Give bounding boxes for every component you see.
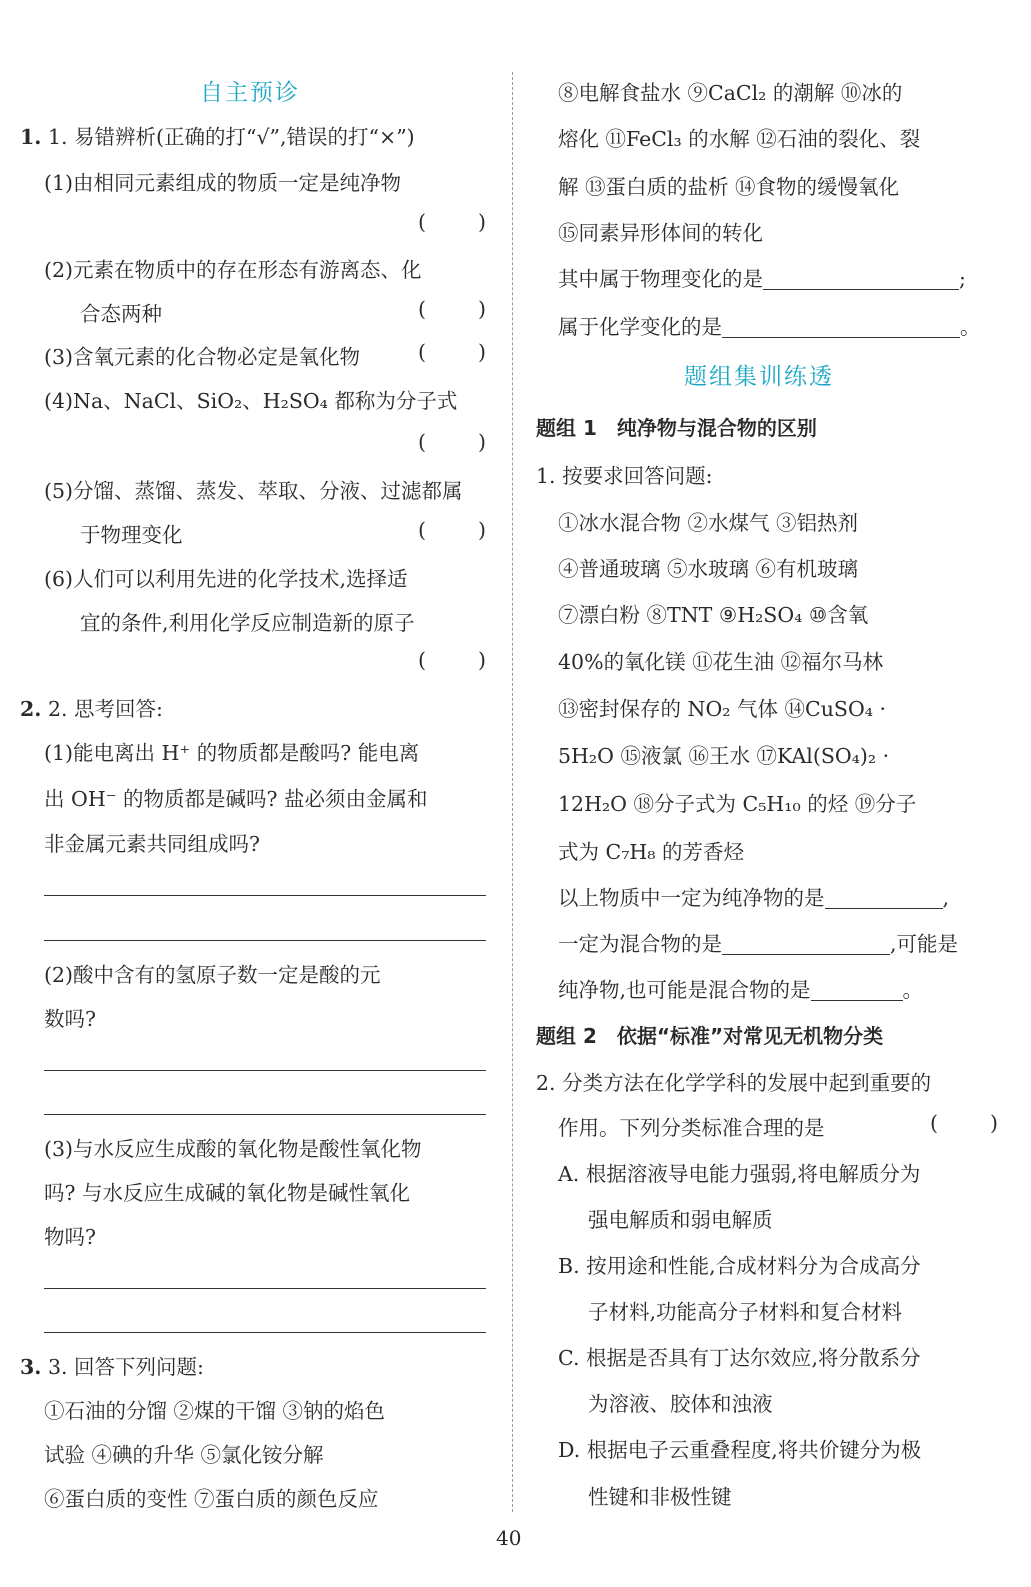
answer-paren[interactable] [418,648,486,672]
option-a: A. 根据溶液导电能力强弱,将电解质分为 [558,1162,921,1186]
q3-line2: 试验 ④碘的升华 ⑤氯化铵分解 [44,1443,324,1467]
answer-blank[interactable] [722,934,890,955]
answer-blank[interactable] [722,317,960,338]
option-c: C. 根据是否具有丁达尔效应,将分散系分 [558,1346,921,1370]
q2-p3-line1: (3)与水反应生成酸的氧化物是酸性氧化物 [44,1137,422,1161]
group1-title: 题组 1 纯净物与混合物的区别 [536,416,817,440]
g1q1-line8: 式为 C₇H₈ 的芳香烃 [558,840,745,864]
g1q1-mixture-prompt: 一定为混合物的是 ,可能是 [558,932,959,956]
q2-p3-line3: 物吗? [44,1225,96,1249]
answer-line[interactable] [44,940,486,941]
g1q1-line4: 40%的氧化镁 ⑪花生油 ⑫福尔马林 [558,650,884,674]
group2-title: 题组 2 依据“标准”对常见无机物分类 [536,1024,884,1048]
g1q1-either-prompt: 纯净物,也可能是混合物的是 。 [558,978,924,1002]
g1q1-line2: ④普通玻璃 ⑤水玻璃 ⑥有机玻璃 [558,557,859,581]
q3-cont-line3: 解 ⑬蛋白质的盐析 ⑭食物的缓慢氧化 [558,175,900,199]
q3-chemical-change-prompt: 属于化学变化的是 。 [558,315,981,339]
section-title-group-training: 题组集训练透 [684,364,834,390]
q2-p2-line1: (2)酸中含有的氢原子数一定是酸的元 [44,963,381,987]
g1q1-line5: ⑬密封保存的 NO₂ 气体 ⑭CuSO₄ · [558,697,886,721]
q3-cont-line2: 熔化 ⑪FeCl₃ 的水解 ⑫石油的裂化、裂 [558,127,921,151]
q2-p3-line2: 吗? 与水反应生成碱的氧化物是碱性氧化 [44,1181,411,1205]
option-d: D. 根据电子云重叠程度,将共价键分为极 [558,1438,922,1462]
answer-paren[interactable] [418,340,486,364]
answer-paren[interactable] [418,518,486,542]
q2-p1-line2: 出 OH⁻ 的物质都是碱吗? 盐必须由金属和 [44,787,428,811]
answer-paren[interactable] [930,1111,998,1135]
option-b: B. 按用途和性能,合成材料分为合成高分 [558,1254,921,1278]
q3-cont-line4: ⑮同素异形体间的转化 [558,221,763,245]
answer-paren[interactable] [418,210,486,234]
q2-p1-line1: (1)能电离出 H⁺ 的物质都是酸吗? 能电离 [44,741,420,765]
page-number: 40 [496,1526,522,1550]
column-divider [512,72,513,1512]
q3-line3: ⑥蛋白质的变性 ⑦蛋白质的颜色反应 [44,1487,379,1511]
q1-item-4: (4)Na、NaCl、SiO₂、H₂SO₄ 都称为分子式 [44,389,458,413]
q3-physical-change-prompt: 其中属于物理变化的是 ; [558,267,966,291]
q2-title: 2. 2. 思考回答: [20,697,163,721]
q3-title: 3. 3. 回答下列问题: [20,1355,204,1379]
answer-blank[interactable] [825,888,943,909]
q1-item-1: (1)由相同元素组成的物质一定是纯净物 [44,171,402,195]
section-title-self-preview: 自主预诊 [200,80,300,106]
q1-item-3: (3)含氧元素的化合物必定是氧化物 [44,345,361,369]
answer-line[interactable] [44,1114,486,1115]
answer-paren[interactable] [418,297,486,321]
g1q1-line6: 5H₂O ⑮液氯 ⑯王水 ⑰KAl(SO₄)₂ · [558,744,890,768]
option-a-cont: 强电解质和弱电解质 [588,1208,773,1232]
option-c-cont: 为溶液、胶体和浊液 [588,1392,773,1416]
answer-blank[interactable] [763,269,959,290]
option-d-cont: 性键和非极性键 [588,1485,732,1509]
q3-cont-line1: ⑧电解食盐水 ⑨CaCl₂ 的潮解 ⑩冰的 [558,81,903,105]
answer-blank[interactable] [811,980,903,1001]
g1q1-line7: 12H₂O ⑱分子式为 C₅H₁₀ 的烃 ⑲分子 [558,792,917,816]
g1q1-pure-prompt: 以上物质中一定为纯净物的是 , [558,886,950,910]
q2-p1-line3: 非金属元素共同组成吗? [44,832,260,856]
answer-line[interactable] [44,895,486,896]
g2q2-line1: 2. 分类方法在化学学科的发展中起到重要的 [536,1071,932,1095]
q1-item-6: (6)人们可以利用先进的化学技术,选择适 [44,567,408,591]
answer-line[interactable] [44,1288,486,1289]
g1q1-line1: ①冰水混合物 ②水煤气 ③铝热剂 [558,511,859,535]
g1q1-line3: ⑦漂白粉 ⑧TNT ⑨H₂SO₄ ⑩含氧 [558,603,869,627]
q1-item-6-cont: 宜的条件,利用化学反应制造新的原子 [80,611,415,635]
option-b-cont: 子材料,功能高分子材料和复合材料 [588,1300,903,1324]
q1-item-2: (2)元素在物质中的存在形态有游离态、化 [44,258,422,282]
answer-line[interactable] [44,1332,486,1333]
q1-title: 1. 1. 易错辨析(正确的打“√”,错误的打“×”) [20,125,415,149]
q1-item-2-cont: 合态两种 [80,302,162,326]
q2-p2-line2: 数吗? [44,1007,96,1031]
answer-paren[interactable] [418,430,486,454]
q1-item-5: (5)分馏、蒸馏、蒸发、萃取、分液、过滤都属 [44,479,463,503]
g2q2-line2: 作用。下列分类标准合理的是 [558,1116,825,1140]
q3-line1: ①石油的分馏 ②煤的干馏 ③钠的焰色 [44,1399,386,1423]
q1-item-5-cont: 于物理变化 [80,523,183,547]
g1q1-title: 1. 按要求回答问题: [536,464,713,488]
answer-line[interactable] [44,1070,486,1071]
